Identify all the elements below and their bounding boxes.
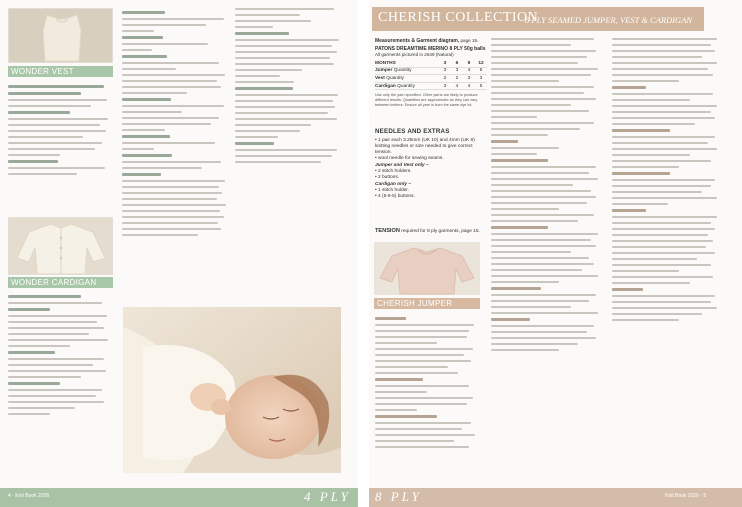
needles-title: NEEDLES AND EXTRAS — [375, 128, 450, 135]
collection-title: CHERISH COLLECTION — [378, 10, 539, 25]
table-cell: 4 — [463, 82, 475, 90]
quantity-table — [375, 60, 487, 90]
table-cell: 5 — [475, 82, 487, 90]
left-ply-label: 4 PLY — [304, 489, 351, 504]
table-cell: 4 — [463, 67, 475, 75]
table-cell: 4 — [451, 82, 463, 90]
tension-text: required for 8 ply garments, page 15. — [401, 229, 480, 234]
left-middle-column — [122, 8, 230, 240]
tension-label: TENSION — [375, 228, 400, 234]
right-ply-label: 8 PLY — [375, 489, 422, 504]
row-unit: Quantity — [397, 83, 416, 89]
wonder-vest-label: WONDER VEST — [8, 66, 113, 77]
collection-header — [372, 7, 704, 31]
cardigan-instructions — [8, 292, 112, 419]
tension-line — [375, 228, 487, 234]
jumper-instructions — [375, 314, 479, 452]
wonder-cardigan-label: WONDER CARDIGAN — [8, 277, 113, 288]
cardigan-item: • 4 (5-6-5) buttons. — [375, 194, 415, 199]
table-row — [375, 75, 487, 83]
needles-item: • wool needle for sewing seams. — [375, 156, 444, 161]
table-header-cell: MONTHS — [375, 60, 439, 67]
table-header-row — [375, 60, 487, 67]
row-unit: Quantity — [393, 68, 412, 74]
table-note: Use only the yarn specified. Other yarns are likely to produce different results. Quantities are approximate as they can vary between knitters. Ensure all yarn is from the same dye lot. — [375, 93, 478, 108]
cherish-jumper-label: CHERISH JUMPER — [374, 298, 480, 309]
row-label: Vest — [375, 75, 385, 81]
table-cell: 3 — [475, 75, 487, 83]
cardigan-thumbnail — [8, 217, 113, 275]
table-header-cell: 3 — [439, 60, 451, 67]
row-label: Cardigan — [375, 83, 396, 89]
measurements-page: page 15. — [460, 38, 479, 43]
needles-block — [375, 128, 483, 200]
right-page — [369, 0, 742, 507]
vest-instructions — [8, 82, 112, 179]
table-header-cell: 9 — [463, 60, 475, 67]
cardigan-item: • 1 stitch holder. — [375, 188, 409, 193]
yarn-line: PATONS DREAMTIME MERINO 8 PLY 50g balls — [375, 46, 486, 52]
table-header-cell: 12 — [475, 60, 487, 67]
jumper-vest-only-heading: Jumper and Vest only – — [375, 163, 429, 168]
table-row — [375, 67, 487, 75]
sleeping-baby-photo — [123, 307, 341, 473]
table-cell: 2 — [439, 75, 451, 83]
jumper-vest-item: • 2 stitch holders. — [375, 169, 412, 174]
cardigan-only-heading: Cardigan only – — [375, 182, 411, 187]
table-header-cell: 6 — [451, 60, 463, 67]
right-right-column — [612, 38, 724, 325]
table-cell: 3 — [439, 82, 451, 90]
left-right-column — [235, 8, 343, 167]
left-footer — [0, 488, 358, 507]
row-unit: Quantity — [386, 75, 405, 81]
needles-item: • 1 pair each 3.25mm (UK 10) and 4mm (UK 8) knitting needles or size needed to give correct tension. — [375, 138, 475, 155]
table-cell: 5 — [475, 67, 487, 75]
table-cell: 2 — [451, 75, 463, 83]
left-folio: 4 · Knit Book 2026 — [8, 493, 50, 499]
right-folio: Knit Book 2026 · 5 — [665, 493, 707, 499]
right-middle-column — [491, 38, 605, 355]
table-row — [375, 82, 487, 90]
measurements-block — [375, 38, 487, 108]
pictured-line: All garments pictured in 2649 (Natural) — [375, 52, 454, 57]
jumper-vest-item: • 2 buttons. — [375, 175, 400, 180]
table-cell: 3 — [451, 67, 463, 75]
table-cell: 3 — [463, 75, 475, 83]
page-spine — [358, 0, 369, 507]
left-page — [0, 0, 358, 507]
right-footer — [369, 488, 742, 507]
table-cell: 3 — [439, 67, 451, 75]
jumper-photo — [374, 242, 480, 295]
vest-thumbnail — [8, 8, 113, 63]
collection-subtitle: 8 PLY SEAMED JUMPER, VEST & CARDIGAN — [525, 15, 693, 25]
measurements-title: Measurements & Garment diagram, — [375, 38, 460, 44]
row-label: Jumper — [375, 68, 393, 74]
